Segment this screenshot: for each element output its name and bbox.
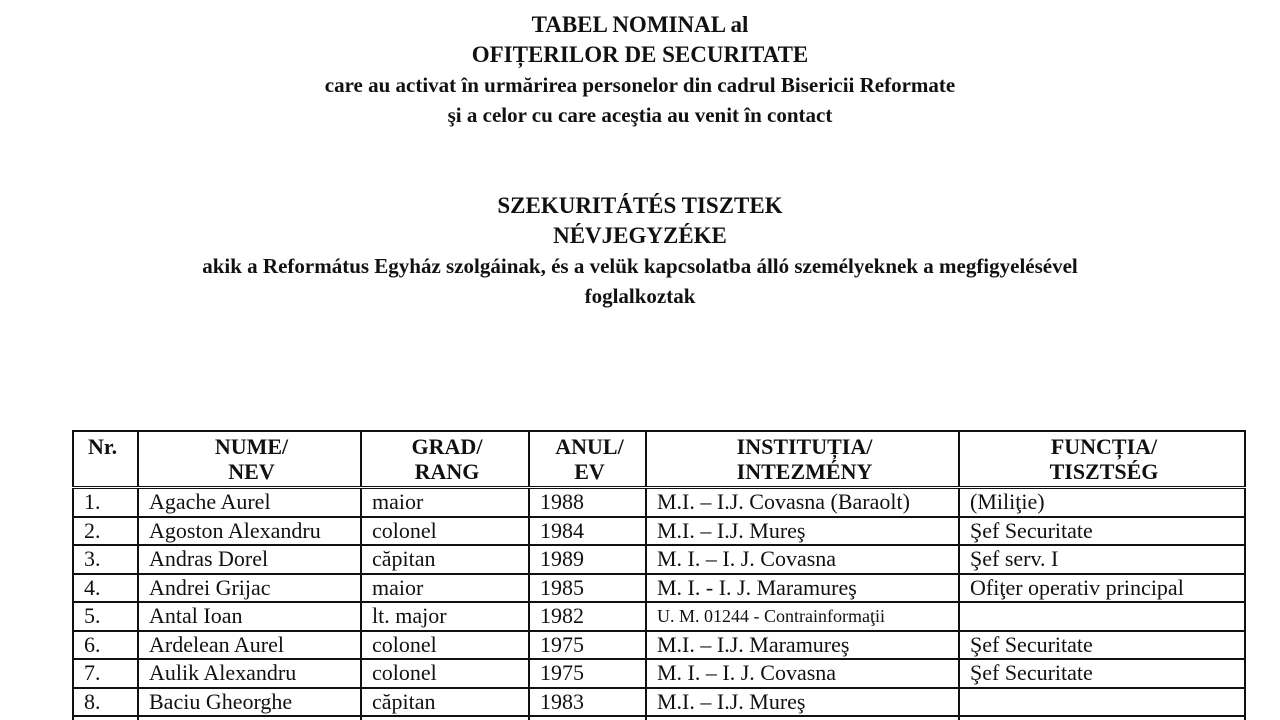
cell-rank: căpitan bbox=[361, 688, 529, 717]
cell-name: Agache Aurel bbox=[138, 488, 361, 517]
cell-function bbox=[959, 602, 1245, 631]
cell-rank: lt. major bbox=[361, 602, 529, 631]
cell-year bbox=[529, 716, 646, 720]
cell-function: Ofiţer operativ principal bbox=[959, 574, 1245, 603]
cell-institution: M. I. – I. J. Covasna bbox=[646, 659, 959, 688]
cell-nr: 2. bbox=[73, 517, 138, 546]
header-rank: GRAD/ RANG bbox=[361, 431, 529, 488]
cell-institution: M.I. – I.J. Maramureş bbox=[646, 631, 959, 660]
title-ro-line-3: care au activat în urmărirea personelor din cadrul Bisericii Reformate bbox=[324, 73, 956, 97]
cell-rank: colonel bbox=[361, 659, 529, 688]
officers-table bbox=[72, 430, 1246, 720]
cell-nr: 7. bbox=[73, 659, 138, 688]
cell-nr: 1. bbox=[73, 488, 138, 517]
title-hu-line-1: SZEKURITÁTÉS TISZTEK bbox=[497, 193, 783, 218]
cell-function: Şef Securitate bbox=[959, 659, 1245, 688]
header-year: ANUL/ EV bbox=[529, 431, 646, 488]
title-ro-line-4: şi a celor cu care aceştia au venit în contact bbox=[447, 103, 833, 127]
title-ro-line-2: OFIȚERILOR DE SECURITATE bbox=[471, 42, 809, 67]
cell-institution bbox=[646, 716, 959, 720]
table-row bbox=[73, 716, 1245, 720]
table-row bbox=[73, 517, 1245, 546]
cell-name: Andras Dorel bbox=[138, 545, 361, 574]
title-ro-line-1: TABEL NOMINAL al bbox=[531, 12, 749, 37]
cell-institution: M.I. – I.J. Mureş bbox=[646, 517, 959, 546]
header-institution: INSTITUȚIA/ INTEZMÉNY bbox=[646, 431, 959, 488]
table-header-row bbox=[73, 431, 1245, 488]
cell-rank: colonel bbox=[361, 631, 529, 660]
table-row bbox=[73, 545, 1245, 574]
cell-nr: 3. bbox=[73, 545, 138, 574]
title-hu-line-3: akik a Református Egyház szolgáinak, és a velük kapcsolatba álló személyeknek a megfigyelésével bbox=[202, 254, 1078, 278]
cell-nr: 6. bbox=[73, 631, 138, 660]
header-name: NUME/ NEV bbox=[138, 431, 361, 488]
cell-year: 1984 bbox=[529, 517, 646, 546]
hungarian-title-block bbox=[0, 191, 1280, 311]
cell-name: Baciu Gheorghe bbox=[138, 688, 361, 717]
cell-name: Andrei Grijac bbox=[138, 574, 361, 603]
table-row bbox=[73, 631, 1245, 660]
table-row bbox=[73, 602, 1245, 631]
table-row bbox=[73, 488, 1245, 517]
cell-name bbox=[138, 716, 361, 720]
cell-function: Şef Securitate bbox=[959, 517, 1245, 546]
title-hu-line-4: foglalkoztak bbox=[584, 284, 696, 308]
table-row bbox=[73, 688, 1245, 717]
cell-year: 1988 bbox=[529, 488, 646, 517]
cell-name: Ardelean Aurel bbox=[138, 631, 361, 660]
cell-function bbox=[959, 688, 1245, 717]
cell-function bbox=[959, 716, 1245, 720]
cell-year: 1975 bbox=[529, 631, 646, 660]
cell-year: 1975 bbox=[529, 659, 646, 688]
cell-nr: 8. bbox=[73, 688, 138, 717]
cell-year: 1985 bbox=[529, 574, 646, 603]
cell-name: Agoston Alexandru bbox=[138, 517, 361, 546]
cell-nr bbox=[73, 716, 138, 720]
cell-function: Şef serv. I bbox=[959, 545, 1245, 574]
cell-nr: 5. bbox=[73, 602, 138, 631]
cell-institution: U. M. 01244 - Contrainformaţii bbox=[646, 602, 959, 631]
cell-name: Aulik Alexandru bbox=[138, 659, 361, 688]
cell-rank: căpitan bbox=[361, 545, 529, 574]
table-row bbox=[73, 659, 1245, 688]
cell-function: Şef Securitate bbox=[959, 631, 1245, 660]
cell-nr: 4. bbox=[73, 574, 138, 603]
header-function: FUNCȚIA/ TISZTSÉG bbox=[959, 431, 1245, 488]
cell-year: 1982 bbox=[529, 602, 646, 631]
romanian-title-block bbox=[0, 10, 1280, 130]
cell-institution: M. I. – I. J. Covasna bbox=[646, 545, 959, 574]
cell-institution: M.I. – I.J. Covasna (Baraolt) bbox=[646, 488, 959, 517]
header-nr: Nr. bbox=[73, 431, 138, 488]
cell-institution: M. I. - I. J. Maramureş bbox=[646, 574, 959, 603]
cell-rank: maior bbox=[361, 488, 529, 517]
cell-rank: maior bbox=[361, 574, 529, 603]
cell-name: Antal Ioan bbox=[138, 602, 361, 631]
cell-rank bbox=[361, 716, 529, 720]
title-hu-line-2: NÉVJEGYZÉKE bbox=[553, 223, 727, 248]
cell-rank: colonel bbox=[361, 517, 529, 546]
cell-function: (Miliţie) bbox=[959, 488, 1245, 517]
cell-year: 1983 bbox=[529, 688, 646, 717]
cell-institution: M.I. – I.J. Mureş bbox=[646, 688, 959, 717]
table-row bbox=[73, 574, 1245, 603]
cell-year: 1989 bbox=[529, 545, 646, 574]
